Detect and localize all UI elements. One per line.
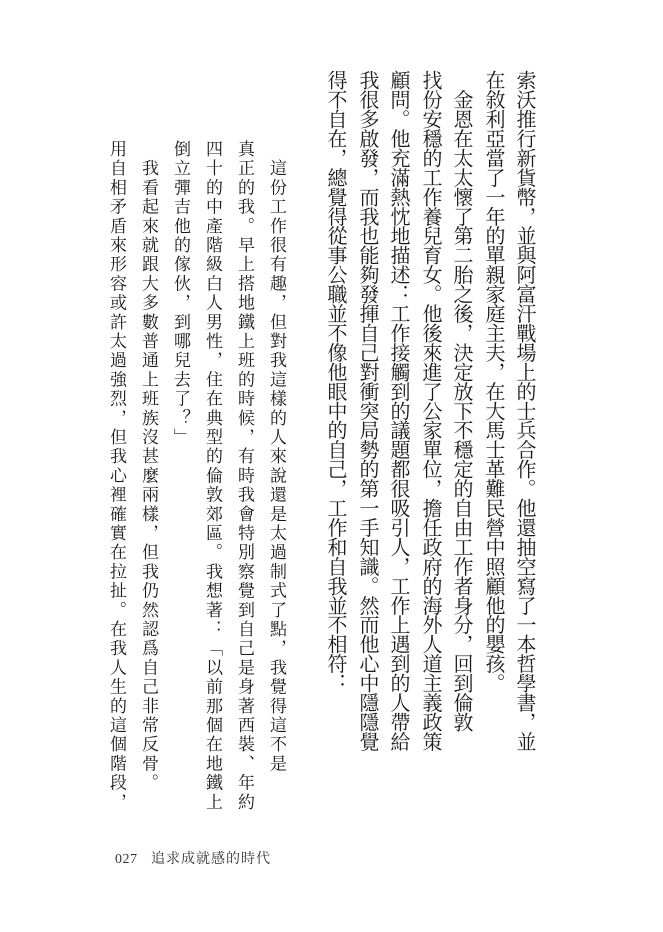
quote-column: 這份工作很有趣，但對我這樣的人來說還是太過制式了點，我覺得這不是 <box>267 140 286 774</box>
text-column: 索沃推行新貨幣，並與阿富汗戰場上的士兵合作。他還抽空寫了一本哲學書，並 <box>513 70 537 751</box>
text-column: 在敘利亞當了一年的單親家庭主夫，在大馬士革難民營中照顧他的嬰孩。 <box>482 70 506 693</box>
quote-column: 四十的中產階級白人男性，住在典型的倫敦郊區。我想著：「以前那個在地鐵上 <box>203 140 222 812</box>
chapter-title: 追求成就感的時代 <box>151 852 271 867</box>
text-column: 金恩在太太懷了第二胎之後，決定放下不穩定的自由工作者身分，回到倫敦 <box>450 70 474 732</box>
text-column: 顧問。他充滿熱忱地描述：工作接觸到的議題都很吸引人，工作上遇到的人帶給 <box>387 70 411 751</box>
text-column: 用自相矛盾來形容或許太過強烈，但我心裡確實在拉扯。在我人生的這個階段， <box>107 140 126 812</box>
text-column: 我很多啟發，而我也能夠發揮自己對衝突局勢的第一手知識。然而他心中隱隱覺 <box>356 70 380 751</box>
text-column: 得不自在，總覺得從事公職並不像他眼中的自己，工作和自我並不相符： <box>324 70 348 693</box>
page-number: 027 <box>115 852 138 867</box>
quote-column: 真正的我。早上搭地鐵上班的時候，有時我會特別察覺到自己是身著西裝、年約 <box>235 140 254 812</box>
text-column: 找份安穩的工作養兒育女。他後來進了公家單位，擔任政府的海外人道主義政策 <box>419 70 443 751</box>
quote-column: 倒立彈吉他的傢伙，到哪兒去了？」 <box>171 140 190 448</box>
text-column: 我看起來就跟大多數普通上班族沒甚麼兩樣，但我仍然認爲自己非常反骨。 <box>139 140 158 793</box>
page-footer <box>115 848 271 868</box>
